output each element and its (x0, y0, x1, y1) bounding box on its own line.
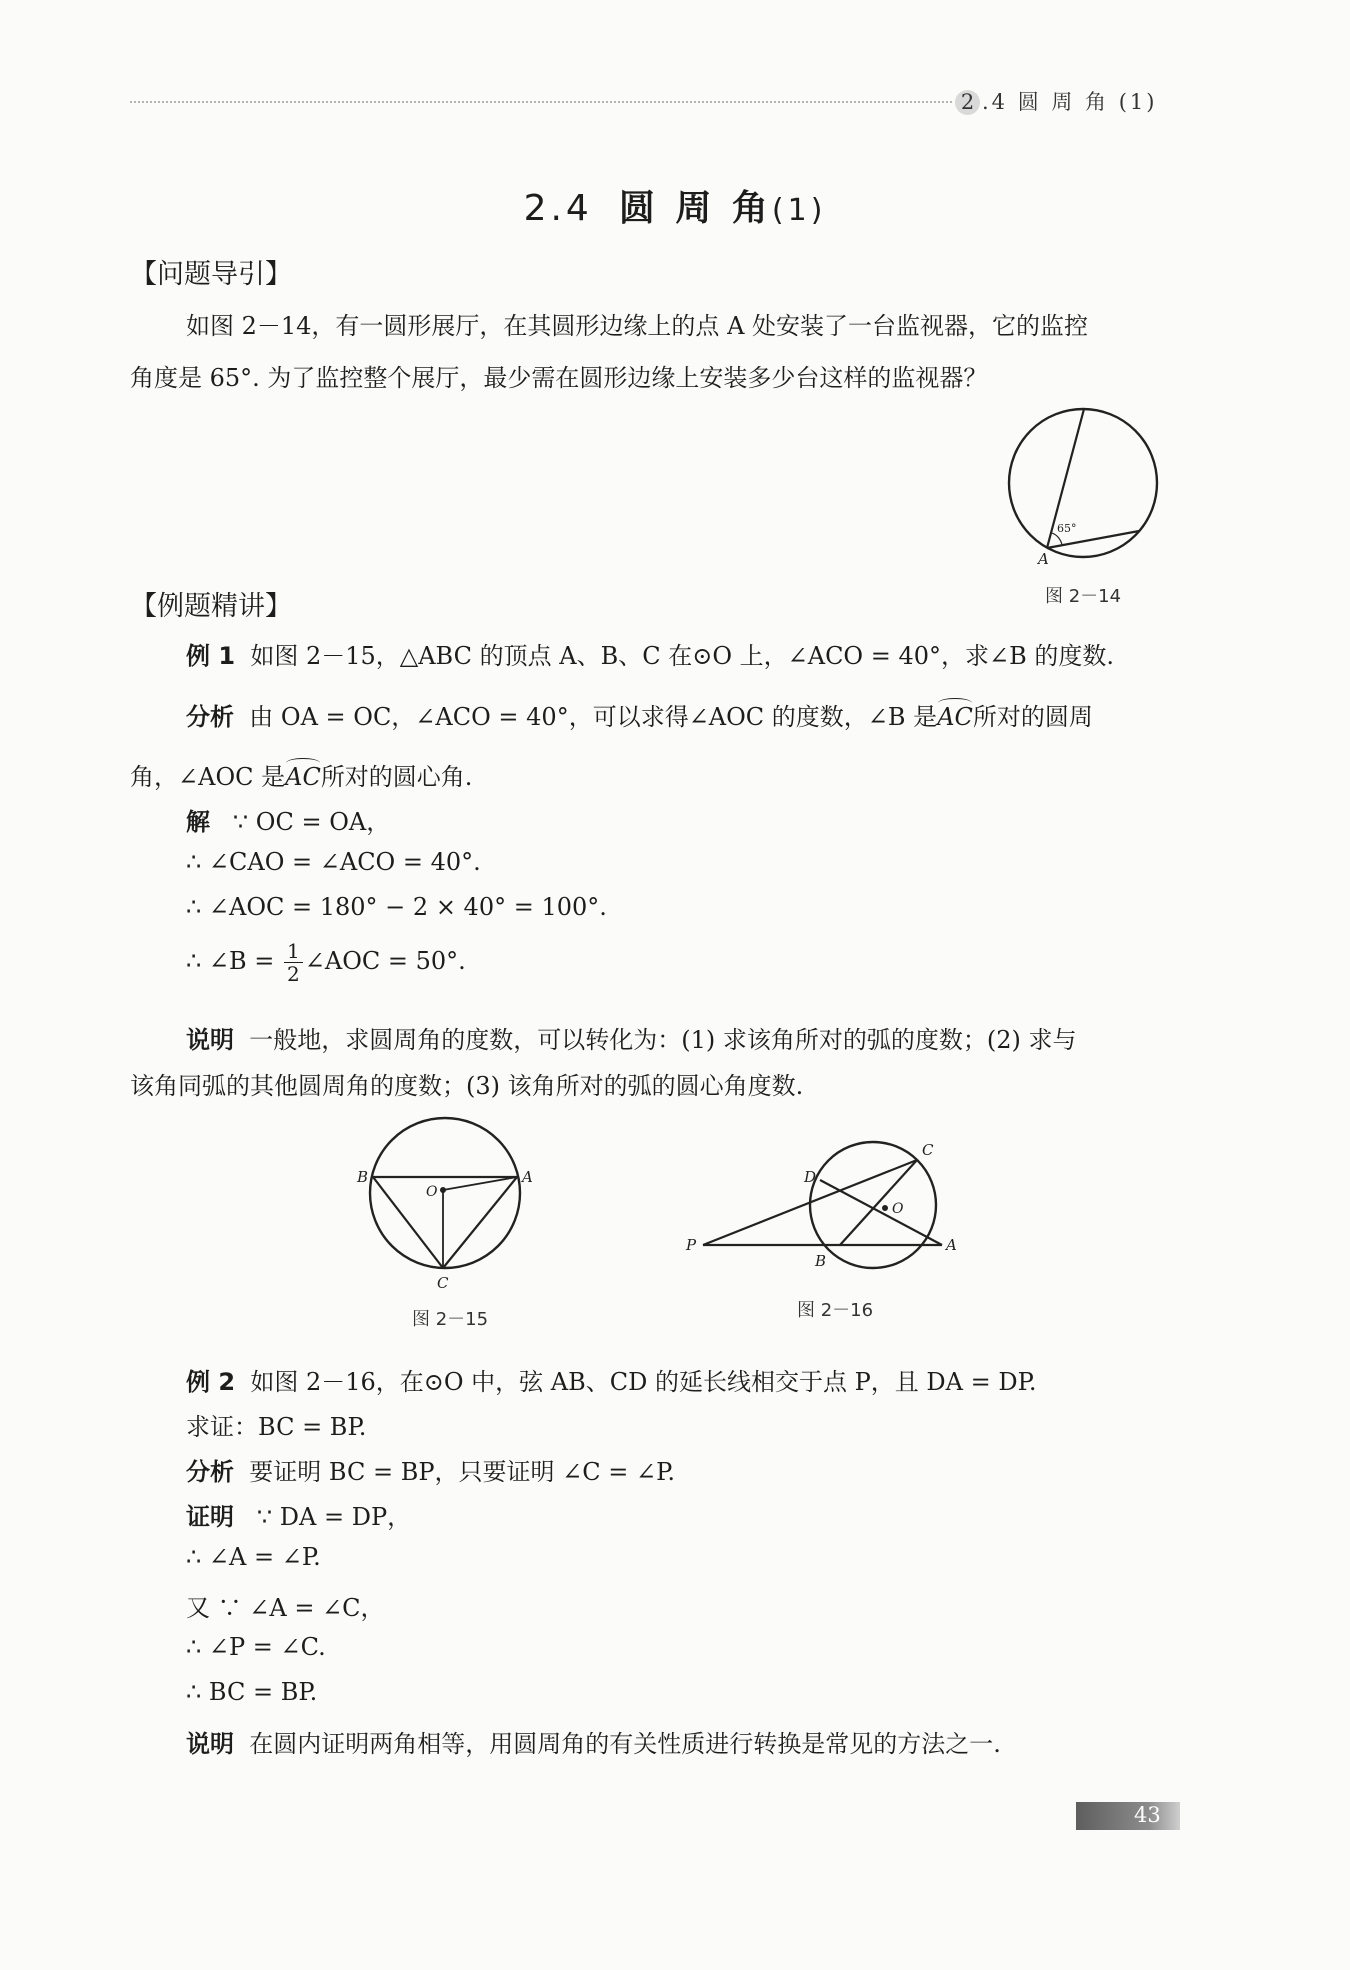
step4-pre: ∴ ∠B = (186, 947, 275, 975)
example-1-statement: 如图 2－15，△ABC 的顶点 A、B、C 在⊙O 上，∠ACO = 40°，求∠B 的度数. (250, 642, 1115, 670)
example-2-prove: 求证：BC = BP. (186, 1413, 367, 1441)
proof-line-1 (186, 1497, 411, 1532)
proof-step-2: ∴ ∠A = ∠P. (186, 1543, 321, 1571)
figure-2-14 (990, 395, 1180, 575)
analysis-1a: 由 OA = OC，∠ACO = 40°，可以求得∠AOC 的度数，∠B 是 (249, 703, 938, 731)
note-1-text-1: 一般地，求圆周角的度数，可以转化为：(1) 求该角所对的弧的度数；(2) 求与 (249, 1026, 1077, 1054)
solution-label: 解 (186, 808, 210, 836)
fig14-point-a: A (1038, 550, 1049, 568)
title-text: 圆 周 角 (618, 188, 772, 229)
example-2-line (186, 1362, 1037, 1397)
fig16-label-a: A (946, 1236, 957, 1254)
note-1-line-1 (186, 1020, 1077, 1055)
fig15-label-c: C (437, 1274, 449, 1292)
header-circled-number: 2 (955, 90, 980, 115)
figure-2-14-caption: 图 2－14 (1045, 586, 1122, 607)
note-1-line-2: 该角同弧的其他圆周角的度数；(3) 该角所对的弧的圆心角度数. (130, 1072, 804, 1100)
example-1-analysis-label: 分析 (186, 703, 234, 731)
page-title (0, 180, 1350, 231)
section-heading-problem: 【问题导引】 (130, 259, 292, 290)
example-1-label: 例 1 (186, 642, 236, 670)
figure-2-16-caption: 图 2－16 (797, 1300, 874, 1321)
fig15-label-o: O (426, 1184, 438, 1200)
figure-2-15-caption: 图 2－15 (412, 1309, 489, 1330)
section-heading-examples: 【例题精讲】 (130, 591, 292, 622)
example-2-analysis: 要证明 BC = BP，只要证明 ∠C = ∠P. (249, 1458, 675, 1486)
note-2-text: 在圆内证明两角相等，用圆周角的有关性质进行转换是常见的方法之一. (249, 1730, 1001, 1758)
fig16-label-o: O (892, 1201, 904, 1217)
analysis-2b: 所对的圆心角. (320, 763, 473, 791)
example-2-analysis-line (186, 1452, 675, 1487)
solution-step-2: ∴ ∠CAO = ∠ACO = 40°. (186, 848, 481, 876)
note-2-label: 说明 (186, 1730, 234, 1758)
proof-step-4: ∴ ∠P = ∠C. (186, 1633, 326, 1661)
example-1-line (186, 636, 1114, 671)
note-2-line (186, 1724, 1001, 1759)
title-number: 2.4 (523, 188, 593, 229)
proof-step-3: 又 ∵ ∠A = ∠C， (186, 1594, 385, 1622)
intro-line-1: 如图 2－14，有一圆形展厅，在其圆形边缘上的点 A 处安装了一台监视器，它的监控 (186, 312, 1089, 340)
page-number: 43 (1134, 1803, 1161, 1827)
figure-2-16 (680, 1125, 970, 1275)
solution-line-1 (186, 802, 390, 837)
header-text: .4 圆 周 角 (1) (982, 90, 1158, 114)
proof-step-5: ∴ BC = BP. (186, 1678, 318, 1706)
fig14-angle-label: 65° (1057, 522, 1077, 535)
example-2-statement: 如图 2－16，在⊙O 中，弦 AB、CD 的延长线相交于点 P，且 DA = DP. (250, 1368, 1037, 1396)
running-header (955, 86, 1157, 116)
fig16-label-c: C (922, 1141, 934, 1159)
fig16-label-b: B (815, 1252, 827, 1270)
solution-step-3: ∴ ∠AOC = 180° − 2 × 40° = 100°. (186, 893, 607, 921)
note-1-label: 说明 (186, 1026, 234, 1054)
arc-ac-2: AC (285, 763, 321, 791)
fraction-denominator: 2 (287, 962, 300, 986)
fraction-numerator: 1 (284, 940, 303, 963)
figure-2-15 (355, 1105, 545, 1295)
fraction-one-half (284, 940, 303, 985)
solution-step-1: ∵ OC = OA， (232, 808, 391, 836)
example-1-analysis-line-2 (130, 757, 472, 792)
fig15-label-a: A (522, 1168, 533, 1186)
example-2-label: 例 2 (186, 1368, 236, 1396)
analysis-1b: 所对的圆周 (972, 703, 1093, 731)
arc-ac-1: AC (937, 703, 973, 731)
intro-line-2: 角度是 65°. 为了监控整个展厅，最少需在圆形边缘上安装多少台这样的监视器？ (130, 364, 988, 392)
title-paren: (1) (771, 193, 827, 228)
footer-bar (1076, 1802, 1180, 1830)
step4-post: ∠AOC = 50°. (304, 947, 466, 975)
proof-label: 证明 (186, 1503, 234, 1531)
analysis-2a: 角，∠AOC 是 (130, 763, 286, 791)
fig16-label-d: D (804, 1168, 817, 1186)
proof-step-1: ∵ DA = DP， (256, 1503, 412, 1531)
header-rule (130, 101, 952, 103)
example-2-analysis-label: 分析 (186, 1458, 234, 1486)
fig16-label-p: P (686, 1236, 697, 1254)
solution-step-4 (186, 940, 466, 985)
example-1-analysis-line-1 (186, 697, 1093, 732)
fig15-label-b: B (357, 1168, 369, 1186)
